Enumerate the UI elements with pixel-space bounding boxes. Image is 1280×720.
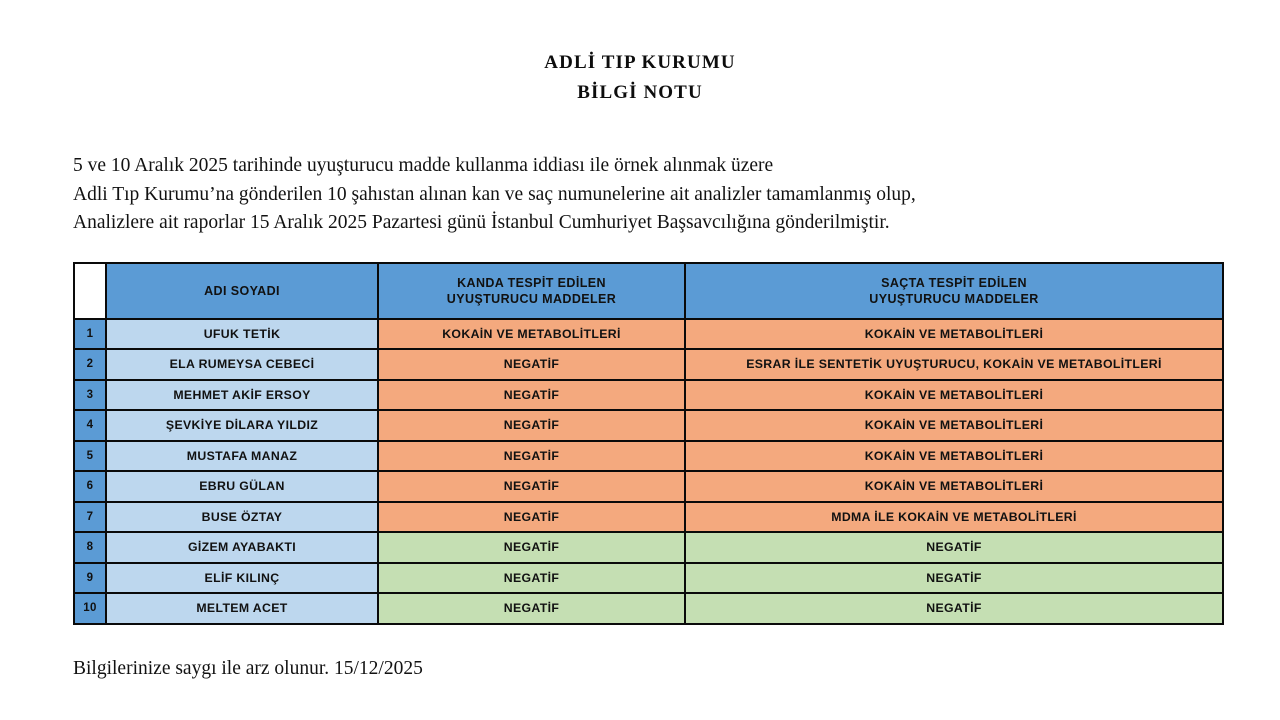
results-table-head xyxy=(74,263,1223,319)
row-person-name-cell: ŞEVKİYE DİLARA YILDIZ xyxy=(106,410,378,441)
header-hair-line-1: SAÇTA TESPİT EDİLEN xyxy=(881,275,1027,290)
table-row xyxy=(74,502,1223,533)
row-person-name-cell: MUSTAFA MANAZ xyxy=(106,441,378,472)
row-hair-result-cell: KOKAİN VE METABOLİTLERİ xyxy=(685,380,1223,411)
row-blood-result-cell: NEGATİF xyxy=(378,441,685,472)
intro-line-3: Analizlere ait raporlar 15 Aralık 2025 Pazartesi günü İstanbul Cumhuriyet Başsavcılığına gönderilmiştir. xyxy=(73,212,890,233)
row-person-name-cell: BUSE ÖZTAY xyxy=(106,502,378,533)
row-index-cell: 8 xyxy=(74,532,106,563)
table-row xyxy=(74,410,1223,441)
table-row xyxy=(74,563,1223,594)
header-hair-cell xyxy=(685,263,1223,319)
intro-paragraph xyxy=(0,108,1280,238)
row-hair-result-cell: NEGATİF xyxy=(685,593,1223,624)
header-name-cell: ADI SOYADI xyxy=(106,263,378,319)
intro-line-1: 5 ve 10 Aralık 2025 tarihinde uyuşturucu madde kullanma iddiası ile örnek alınmak üzere xyxy=(73,155,774,176)
row-person-name-cell: UFUK TETİK xyxy=(106,319,378,350)
row-index-cell: 9 xyxy=(74,563,106,594)
row-person-name-cell: ELA RUMEYSA CEBECİ xyxy=(106,349,378,380)
header-blood-cell xyxy=(378,263,685,319)
row-index-cell: 3 xyxy=(74,380,106,411)
row-index-cell: 1 xyxy=(74,319,106,350)
row-blood-result-cell: KOKAİN VE METABOLİTLERİ xyxy=(378,319,685,350)
row-hair-result-cell: KOKAİN VE METABOLİTLERİ xyxy=(685,410,1223,441)
page-title-line-2: BİLGİ NOTU xyxy=(577,82,703,103)
header-blood-line-2: UYUŞTURUCU MADDELER xyxy=(446,291,617,306)
table-row xyxy=(74,349,1223,380)
row-blood-result-cell: NEGATİF xyxy=(378,380,685,411)
table-row xyxy=(74,593,1223,624)
row-hair-result-cell: KOKAİN VE METABOLİTLERİ xyxy=(685,471,1223,502)
row-person-name-cell: EBRU GÜLAN xyxy=(106,471,378,502)
row-index-cell: 6 xyxy=(74,471,106,502)
row-hair-result-cell: NEGATİF xyxy=(685,563,1223,594)
results-table-wrapper xyxy=(0,238,1280,625)
table-row xyxy=(74,319,1223,350)
table-header-row xyxy=(74,263,1223,319)
row-person-name-cell: GİZEM AYABAKTI xyxy=(106,532,378,563)
row-blood-result-cell: NEGATİF xyxy=(378,349,685,380)
footer-text: Bilgilerinize saygı ile arz olunur. 15/12/2025 xyxy=(73,657,423,679)
row-blood-result-cell: NEGATİF xyxy=(378,502,685,533)
row-blood-result-cell: NEGATİF xyxy=(378,593,685,624)
row-hair-result-cell: ESRAR İLE SENTETİK UYUŞTURUCU, KOKAİN VE METABOLİTLERİ xyxy=(685,349,1223,380)
row-hair-result-cell: KOKAİN VE METABOLİTLERİ xyxy=(685,441,1223,472)
results-table xyxy=(73,262,1224,625)
row-hair-result-cell: KOKAİN VE METABOLİTLERİ xyxy=(685,319,1223,350)
row-blood-result-cell: NEGATİF xyxy=(378,410,685,441)
header-index-cell xyxy=(74,263,106,319)
table-row xyxy=(74,380,1223,411)
document-title-block xyxy=(0,0,1280,108)
row-index-cell: 10 xyxy=(74,593,106,624)
header-hair-line-2: UYUŞTURUCU MADDELER xyxy=(869,291,1039,306)
intro-line-2: Adli Tıp Kurumu’na gönderilen 10 şahıstan alınan kan ve saç numunelerine ait analizler tamamlanmış olup, xyxy=(73,183,916,205)
row-person-name-cell: MEHMET AKİF ERSOY xyxy=(106,380,378,411)
results-table-body xyxy=(74,319,1223,624)
row-person-name-cell: MELTEM ACET xyxy=(106,593,378,624)
header-blood-line-1: KANDA TESPİT EDİLEN xyxy=(457,275,606,290)
row-index-cell: 7 xyxy=(74,502,106,533)
row-blood-result-cell: NEGATİF xyxy=(378,563,685,594)
table-row xyxy=(74,441,1223,472)
row-index-cell: 5 xyxy=(74,441,106,472)
page-title-line-1: ADLİ TIP KURUMU xyxy=(544,52,736,73)
row-hair-result-cell: MDMA İLE KOKAİN VE METABOLİTLERİ xyxy=(685,502,1223,533)
row-index-cell: 2 xyxy=(74,349,106,380)
row-person-name-cell: ELİF KILINÇ xyxy=(106,563,378,594)
row-blood-result-cell: NEGATİF xyxy=(378,532,685,563)
table-row xyxy=(74,471,1223,502)
row-blood-result-cell: NEGATİF xyxy=(378,471,685,502)
row-index-cell: 4 xyxy=(74,410,106,441)
table-row xyxy=(74,532,1223,563)
row-hair-result-cell: NEGATİF xyxy=(685,532,1223,563)
